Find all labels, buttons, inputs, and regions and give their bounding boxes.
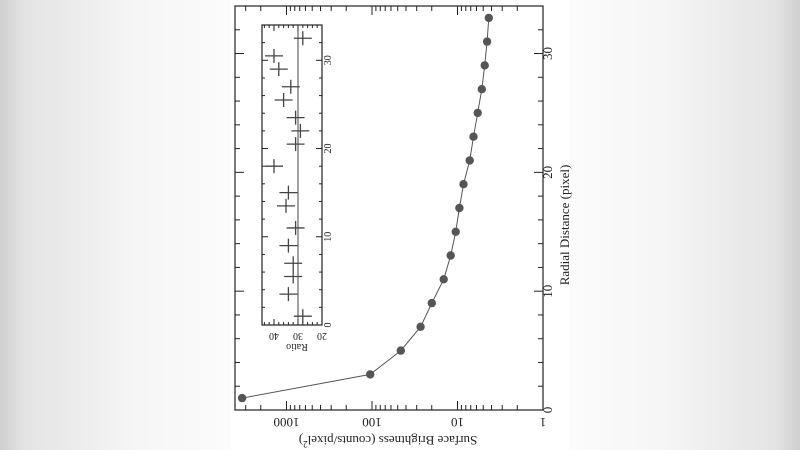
y-tick-label: 1 xyxy=(539,415,547,430)
x-tick-label: 30 xyxy=(540,47,555,60)
data-point xyxy=(416,323,424,331)
data-point xyxy=(485,14,493,22)
data-point xyxy=(474,109,482,117)
data-point xyxy=(238,394,246,402)
data-point xyxy=(478,85,486,93)
data-point xyxy=(466,156,474,164)
inset-y-tick-label: 20 xyxy=(317,330,327,341)
x-axis-label: Radial Distance (pixel) xyxy=(557,164,572,286)
data-point xyxy=(447,251,455,259)
data-point xyxy=(440,275,448,283)
data-point xyxy=(366,370,374,378)
inset-x-tick-label: 20 xyxy=(323,143,334,154)
inset-x-tick-label: 0 xyxy=(323,322,334,328)
plot-frame xyxy=(235,6,543,410)
data-point xyxy=(428,299,436,307)
x-tick-label: 10 xyxy=(540,284,555,298)
data-point xyxy=(397,346,405,354)
data-point xyxy=(452,228,460,236)
inset-y-tick-label: 30 xyxy=(293,330,303,341)
inset-plot xyxy=(262,25,334,341)
data-point xyxy=(459,180,467,188)
inset-y-tick-label: 40 xyxy=(269,330,279,341)
x-tick-label: 0 xyxy=(540,406,555,414)
y-axis-label: Surface Brightness (counts/pixel$^2$) xyxy=(298,433,478,449)
main-axes xyxy=(235,6,543,410)
y-tick-label: 10 xyxy=(451,415,464,430)
main-series xyxy=(238,14,493,403)
inset-y-axis-label: Ratio xyxy=(286,341,308,352)
y-tick-label: 1000 xyxy=(273,415,300,430)
inset-x-tick-label: 30 xyxy=(323,55,334,66)
data-point xyxy=(483,37,491,45)
y-tick-label: 100 xyxy=(362,415,382,430)
data-point xyxy=(455,204,463,212)
x-tick-label: 20 xyxy=(540,165,555,179)
inset-frame xyxy=(262,25,322,325)
data-point xyxy=(481,61,489,69)
inset-x-tick-label: 10 xyxy=(323,231,334,242)
data-point xyxy=(469,133,477,141)
